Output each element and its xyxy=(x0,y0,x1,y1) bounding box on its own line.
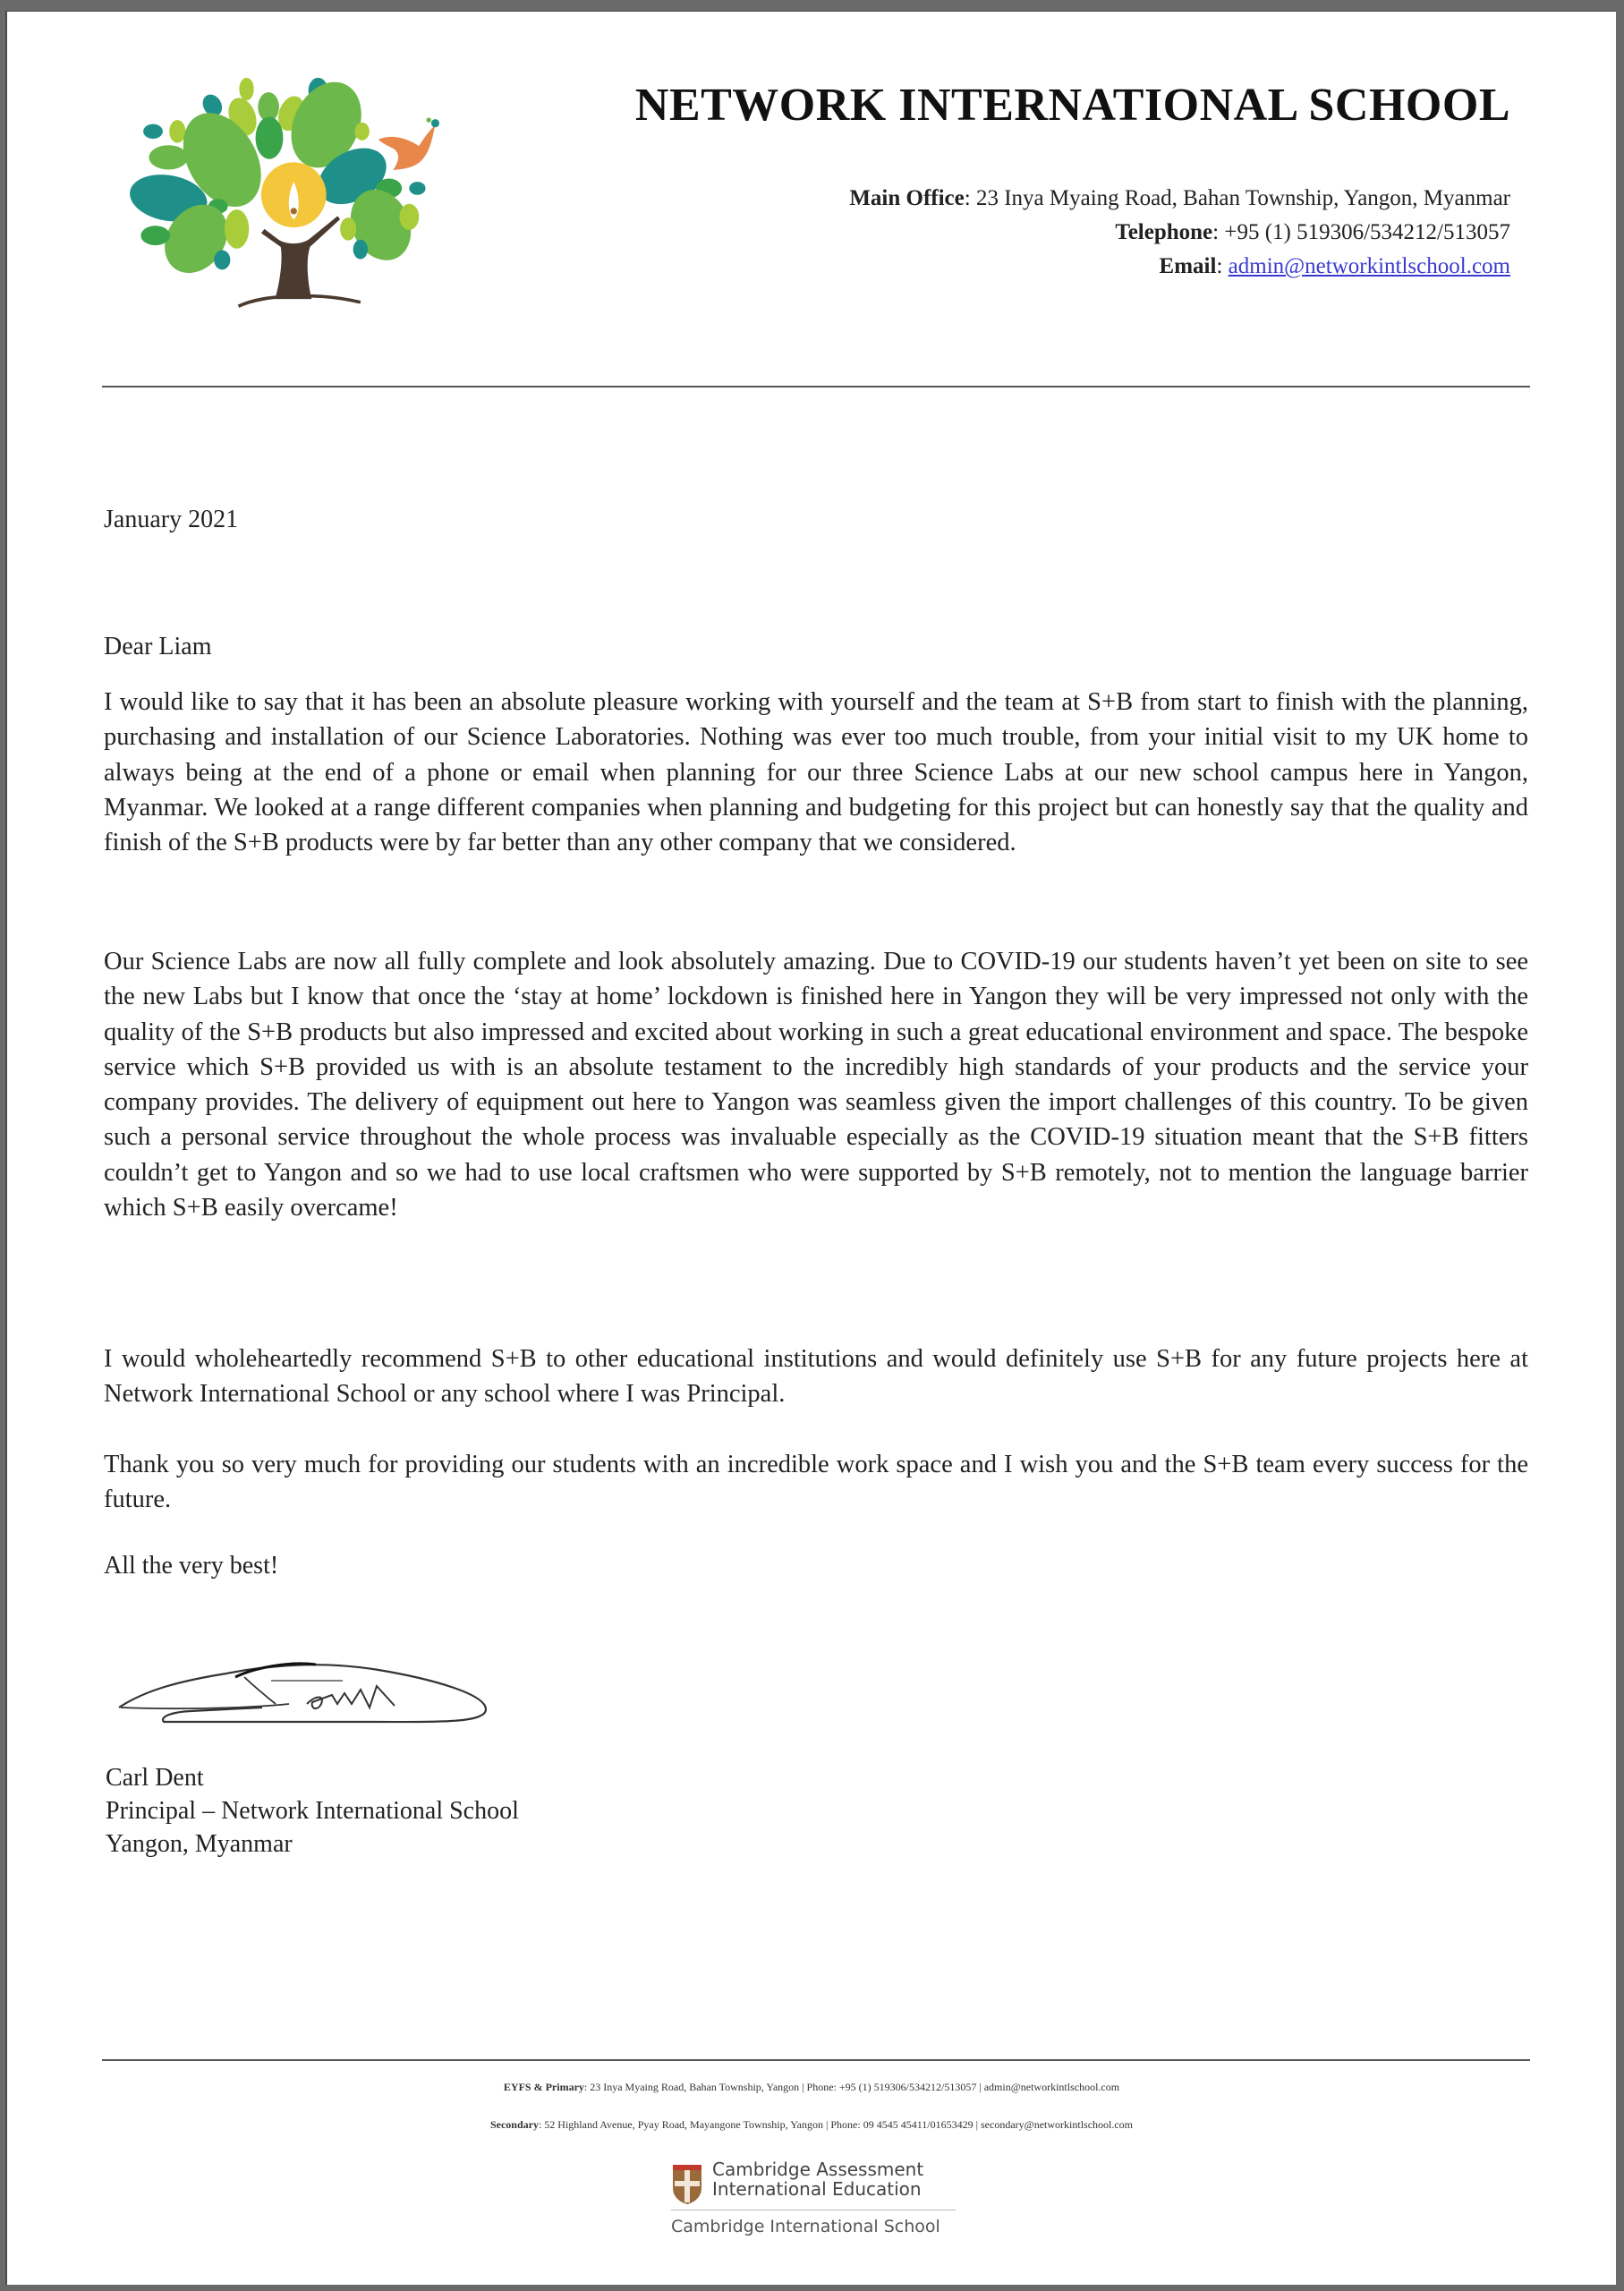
cambridge-accreditation xyxy=(671,2158,975,2265)
footer-primary-value: : 23 Inya Myaing Road, Bahan Township, Yangon | Phone: +95 (1) 519306/534212/513057 | admin@networkintlschool.com xyxy=(583,2081,1120,2093)
signer-title: Principal – Network International School xyxy=(106,1797,519,1825)
footer-primary-address xyxy=(7,2081,1616,2094)
main-office-label: Main Office xyxy=(849,186,965,210)
email-separator: : xyxy=(1216,254,1229,278)
school-name: NETWORK INTERNATIONAL SCHOOL xyxy=(634,80,1510,131)
footer-secondary-address xyxy=(7,2118,1616,2132)
body-paragraph: I would wholeheartedly recommend S+B to other educational institutions and would definitely use S+B for any future projects here at Network International School or any school where I was Principal. xyxy=(104,1345,1528,1409)
salutation: Dear Liam xyxy=(104,633,212,660)
main-office-value: : 23 Inya Myaing Road, Bahan Township, Yangon, Myanmar xyxy=(964,186,1510,210)
email-line xyxy=(849,250,1510,284)
telephone-value: : +95 (1) 519306/534212/513057 xyxy=(1212,220,1510,244)
accreditation-line-1: Cambridge Assessment xyxy=(712,2159,924,2180)
tree-logo-icon xyxy=(113,58,462,327)
contact-block xyxy=(849,182,1510,284)
header-divider xyxy=(102,386,1530,388)
main-office-line xyxy=(849,182,1510,216)
telephone-line xyxy=(849,216,1510,250)
handwritten-signature-icon xyxy=(110,1645,504,1743)
cambridge-crest-icon xyxy=(671,2163,703,2206)
closing: All the very best! xyxy=(104,1552,279,1580)
email-link[interactable]: admin@networkintlschool.com xyxy=(1228,254,1510,278)
accreditation-line-2: International Education xyxy=(712,2178,922,2200)
body-paragraph: I would like to say that it has been an absolute pleasure working with yourself and the team at S+B from start to finish with the planning, purchasing and installation of our Science Laboratories. Nothing was ever too much trouble, from your initial visit to my UK home to always being at the end of a phone or email when planning for our three Science Labs at our new school campus here in Yangon, Myanmar. We looked at a range different companies when planning and budgeting for this project but can honestly say that the quality and finish of the S+B products were by far better than any other company that we considered. xyxy=(104,688,1528,857)
footer-secondary-value: : 52 Highland Avenue, Pyay Road, Mayangone Township, Yangon | Phone: 09 4545 45411/01653429 | secondary@networkintlschool.com xyxy=(538,2118,1134,2131)
body-paragraph: Thank you so very much for providing our students with an incredible work space and I wish you and the S+B team every success for the future. xyxy=(104,1451,1528,1514)
signature-block xyxy=(106,1761,519,1861)
footer-secondary-label: Secondary xyxy=(489,2118,539,2131)
footer-primary-label: EYFS & Primary xyxy=(503,2081,584,2093)
letter-page xyxy=(5,11,1616,2285)
email-label: Email xyxy=(1159,254,1217,278)
accreditation-line-3: Cambridge International School xyxy=(671,2217,940,2236)
letter-date: January 2021 xyxy=(104,506,239,533)
signer-name: Carl Dent xyxy=(106,1764,204,1792)
telephone-label: Telephone xyxy=(1115,220,1213,244)
footer-divider xyxy=(102,2059,1530,2061)
signer-location: Yangon, Myanmar xyxy=(106,1830,293,1858)
body-paragraph: Our Science Labs are now all fully complete and look absolutely amazing. Due to COVID-19 our students haven’t yet been on site to see the new Labs but I know that once the ‘stay at home’ lockdown is finished here in Yangon they will be very impressed not only with the quality of the S+B products but also impressed and excited about working in such a great educational environment and space. The bespoke service which S+B provided us with is an absolute testament to the incredibly high standards of your products and the service your company provides. The delivery of equipment out here to Yangon was seamless given the import challenges of this country. To be given such a personal service throughout the whole process was invaluable especially as the COVID-19 situation meant that the S+B fitters couldn’t get to Yangon and so we had to use local craftsmen who were supported by S+B remotely, not to mention the language barrier which S+B easily overcame! xyxy=(104,948,1528,1222)
